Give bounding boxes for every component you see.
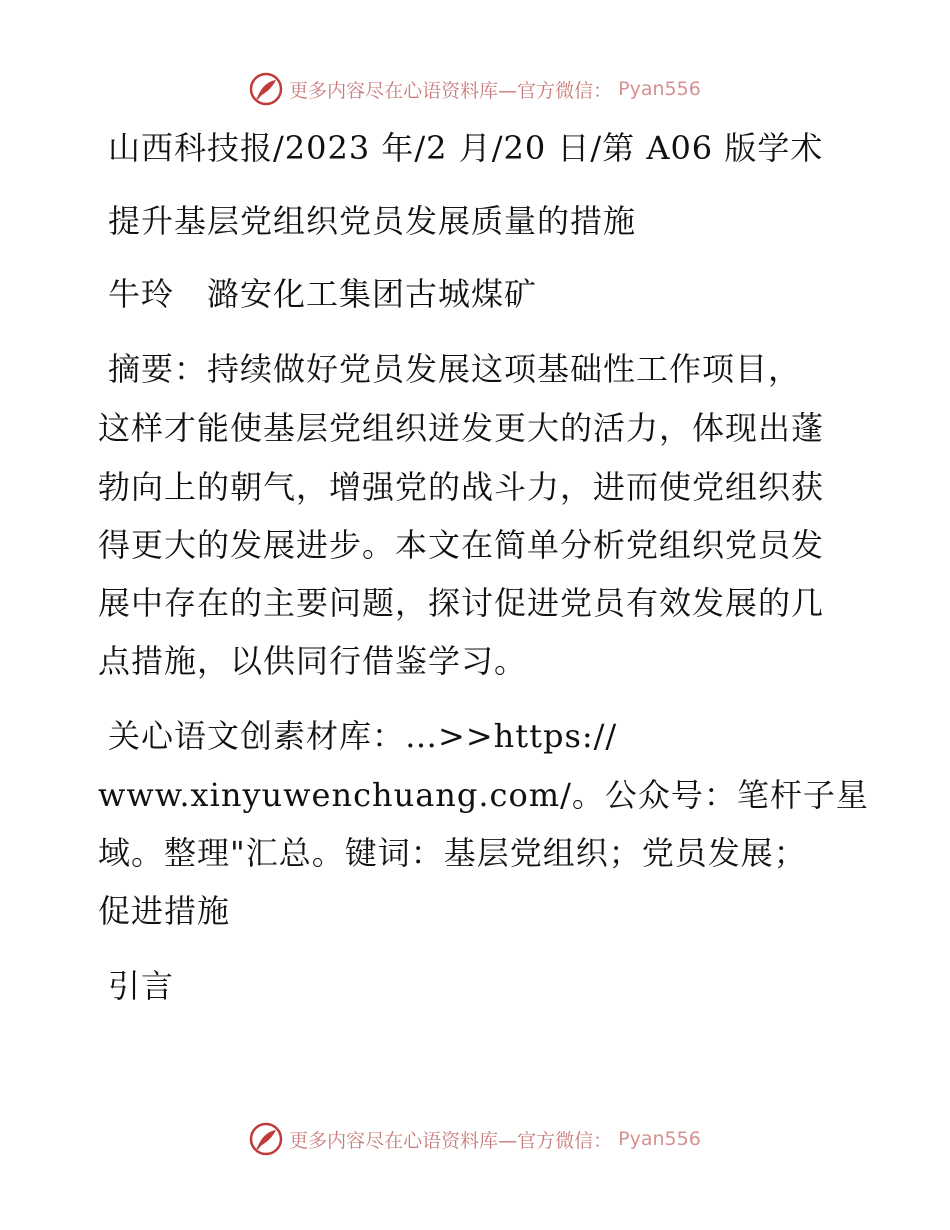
- abstract-line: 展中存在的主要问题，探讨促进党员有效发展的几: [98, 584, 825, 622]
- quill-logo-icon: [249, 72, 283, 106]
- quill-logo-icon: [249, 1122, 283, 1156]
- watermark-text: 更多内容尽在心语资料库—官方微信：: [289, 79, 613, 102]
- note-line: 域。整理"汇总。键词：基层党组织；党员发展；: [98, 834, 807, 872]
- abstract-line: 得更大的发展进步。本文在简单分析党组织党员发: [98, 526, 825, 564]
- watermark-header: [0, 72, 950, 106]
- abstract-line: 点措施，以供同行借鉴学习。: [98, 642, 528, 680]
- article-title: 提升基层党组织党员发展质量的措施: [108, 202, 637, 240]
- watermark-wechat-id: Pyan556: [618, 78, 701, 100]
- note-line: www.xinyuwenchuang.com/。公众号：笔杆子星: [98, 776, 869, 814]
- abstract-line: 这样才能使基层党组织迸发更大的活力，体现出蓬: [98, 409, 825, 447]
- abstract-line: 勃向上的朝气，增强党的战斗力，进而使党组织获: [98, 468, 825, 506]
- watermark-wechat-id: Pyan556: [618, 1128, 701, 1150]
- watermark-footer: [0, 1122, 950, 1156]
- watermark-text: 更多内容尽在心语资料库—官方微信：: [289, 1129, 613, 1152]
- note-line: 促进措施: [98, 892, 231, 930]
- abstract-line: 摘要：持续做好党员发展这项基础性工作项目，: [108, 350, 802, 388]
- section-heading: 引言: [108, 967, 175, 1005]
- note-line: 关心语文创素材库：…>>https://: [108, 717, 618, 755]
- source-line: 山西科技报/2023 年/2 月/20 日/第 A06 版学术: [108, 129, 824, 167]
- author-line: 牛玲 潞安化工集团古城煤矿: [108, 275, 538, 313]
